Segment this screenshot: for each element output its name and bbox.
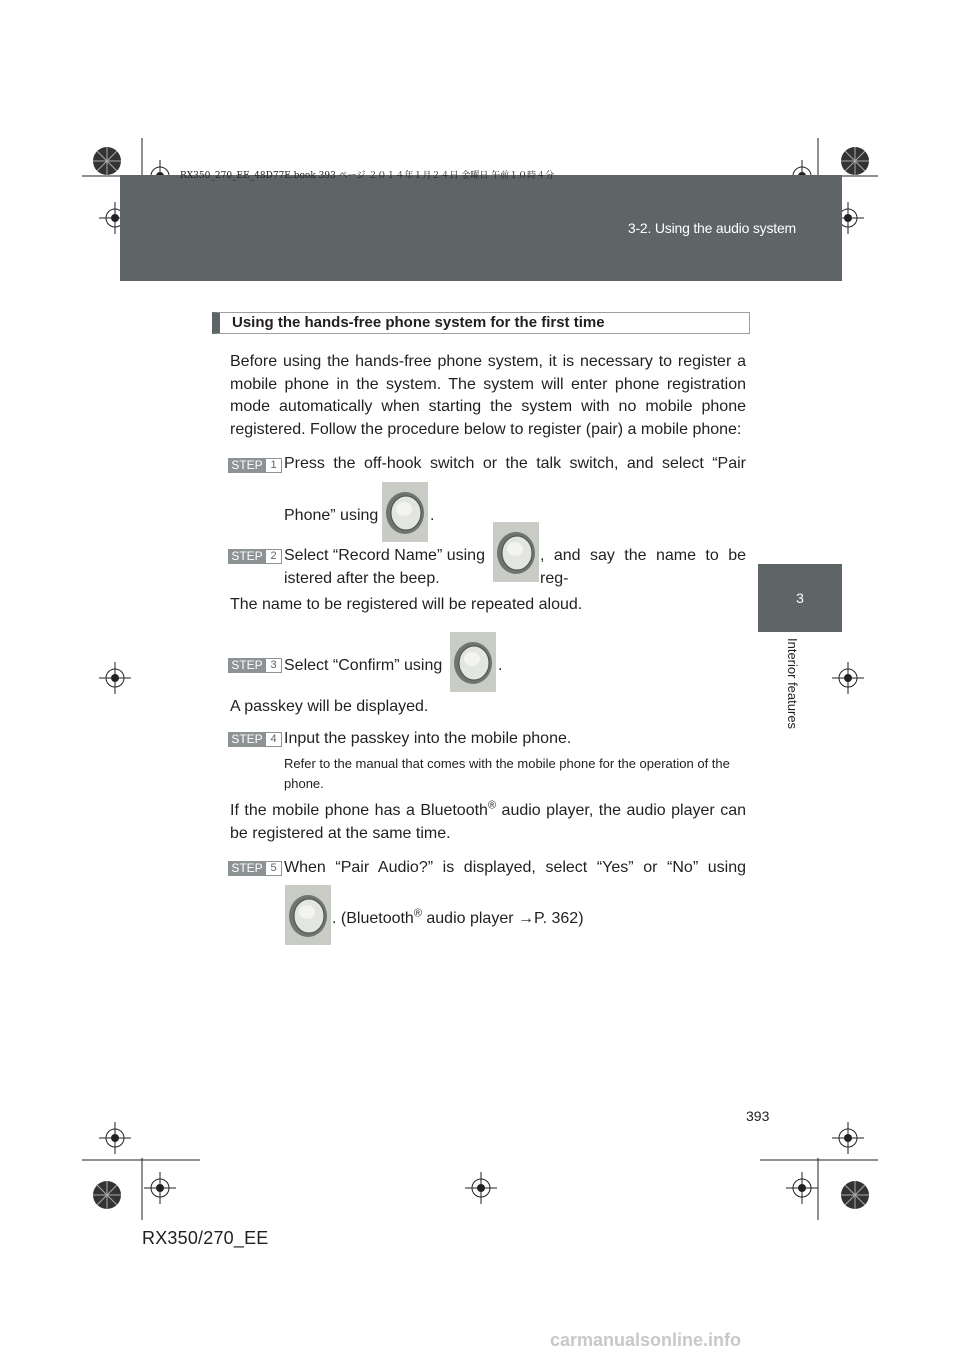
section-path: 3-2. Using the audio system xyxy=(627,220,796,236)
starburst-mark-icon xyxy=(92,1180,122,1210)
step-2-text-cont: , and say the name to be reg- xyxy=(540,547,746,587)
registered-mark: ® xyxy=(413,907,422,920)
step-badge: STEP 2 xyxy=(228,549,282,564)
controller-knob-icon xyxy=(382,482,428,542)
step-2-result: The name to be registered will be repeated aloud. xyxy=(230,596,583,613)
step-badge: STEP 1 xyxy=(228,458,282,473)
crosshair-icon xyxy=(144,1172,176,1204)
crosshair-icon xyxy=(465,1172,497,1204)
step-1-text-cont: Phone” using xyxy=(284,507,379,524)
watermark: carmanualsonline.info xyxy=(550,1330,742,1350)
step-5-text-cont: . (Bluetooth® audio player →P. 362) xyxy=(332,907,584,927)
step-2-text-line2: istered after the beep. xyxy=(284,570,440,587)
registered-mark: ® xyxy=(487,799,497,812)
controller-knob-icon xyxy=(285,885,331,945)
starburst-mark-icon xyxy=(840,146,870,176)
step-badge: STEP 4 xyxy=(228,732,282,747)
step-badge: STEP 5 xyxy=(228,861,282,876)
model-code: RX350/270_EE xyxy=(142,1228,269,1248)
file-stamp: RX350_270_EE_48D77E.book 393 ページ ２０１４年１月２４日 金曜日 午前１０時４分 xyxy=(180,171,555,181)
step-1-text: Press the off-hook switch or the talk switch, and select “Pair xyxy=(284,455,746,472)
step-4-note: Refer to the manual that comes with the mobile phone for the operation of the phone. xyxy=(284,756,730,791)
bluetooth-paragraph: If the mobile phone has a Bluetooth® audio player, the audio player can be registered at the same time. xyxy=(230,799,746,842)
chapter-tab-label: Interior features xyxy=(785,638,800,730)
page-number: 393 xyxy=(746,1108,770,1124)
section-title: Using the hands-free phone system for the first time xyxy=(212,312,750,334)
crosshair-icon xyxy=(832,1122,864,1154)
step-4-text: Input the passkey into the mobile phone. xyxy=(284,730,572,747)
step-badge: STEP 3 xyxy=(228,658,282,673)
step-5-text: When “Pair Audio?” is displayed, select “Yes” or “No” using xyxy=(284,859,746,876)
step-2-text: Select “Record Name” using xyxy=(284,547,485,564)
step-3-text: Select “Confirm” using xyxy=(284,657,443,674)
step-3-result: A passkey will be displayed. xyxy=(230,698,429,715)
controller-knob-icon xyxy=(450,632,496,692)
crosshair-icon xyxy=(99,662,131,694)
starburst-mark-icon xyxy=(840,1180,870,1210)
crosshair-icon xyxy=(99,1122,131,1154)
step-3-period: . xyxy=(498,657,503,674)
crosshair-icon xyxy=(786,1172,818,1204)
chapter-tab-number: 3 xyxy=(758,564,842,632)
intro-paragraph: Before using the hands-free phone system, it is necessary to register a mobile phone in the system. The system will enter phone registration mode automatically when starting the system with no mobile phone registered. Follow the procedure below to register (pair) a mobile phone: xyxy=(230,353,746,438)
crosshair-icon xyxy=(832,662,864,694)
step-1-period: . xyxy=(430,507,435,524)
starburst-mark-icon xyxy=(92,146,122,176)
